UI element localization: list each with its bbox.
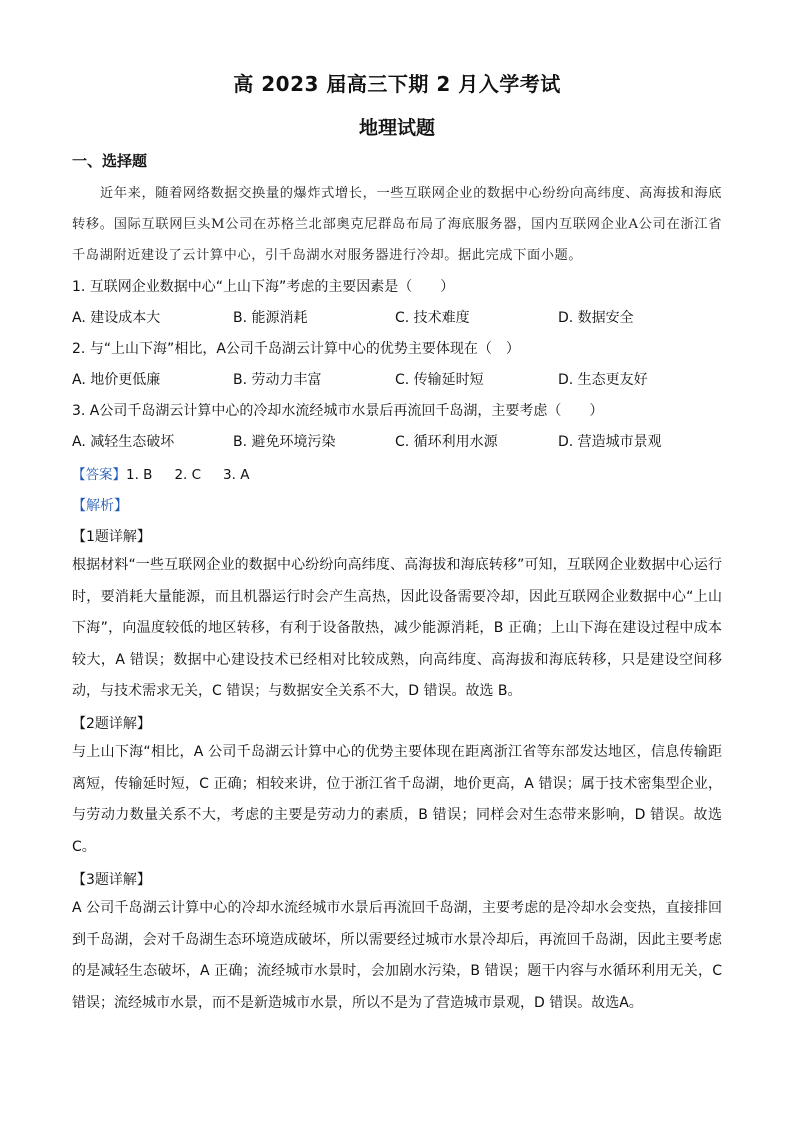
analysis-label: 【解析】 (72, 498, 128, 514)
question-1-stem: 1. 互联网企业数据中心“上山下海”考虑的主要因素是（ ） (72, 279, 455, 295)
q1-option-a: A. 建设成本大 (72, 310, 161, 326)
section-heading: 一、选择题 (72, 152, 148, 170)
q1-option-c: C. 技术难度 (395, 310, 470, 326)
q2-option-d: D. 生态更友好 (558, 372, 648, 388)
q1-option-b: B. 能源消耗 (233, 310, 308, 326)
question-2-options (72, 369, 732, 391)
q2-option-a: A. 地价更低廉 (72, 372, 161, 388)
q2-option-c: C. 传输延时短 (395, 372, 484, 388)
answer-line (72, 463, 249, 483)
question-3-options (72, 431, 732, 453)
answer-label: 【答案】 (72, 467, 126, 483)
detail-2-heading: 【2题详解】 (72, 716, 151, 732)
question-2-stem: 2. 与“上山下海”相比，A公司千岛湖云计算中心的优势主要体现在（ ） (72, 341, 520, 357)
exam-title: 高 2023 届高三下期 2 月入学考试 (233, 72, 561, 96)
q3-option-b: B. 避免环境污染 (233, 434, 336, 450)
q1-option-d: D. 数据安全 (558, 310, 634, 326)
material-paragraph: 近年来，随着网络数据交换量的爆炸式增长，一些互联网企业的数据中心纷纷向高纬度、高海拔和海底转移。国际互联网巨头M公司在苏格兰北部奥克尼群岛布局了海底服务器，国内互联网企业A公司在浙江省千岛湖附近建设了云计算中心，引千岛湖水对服务器进行冷却。据此完成下面小题。 (72, 186, 722, 263)
detail-1-heading: 【1题详解】 (72, 529, 151, 545)
question-3-stem: 3. A公司千岛湖云计算中心的冷却水流经城市水景后再流回千岛湖，主要考虑（ ） (72, 403, 604, 419)
question-1-options (72, 307, 732, 329)
answer-item: 3. A (223, 467, 250, 483)
detail-3-heading: 【3题详解】 (72, 872, 151, 888)
subject-title: 地理试题 (358, 117, 435, 139)
q2-option-b: B. 劳动力丰富 (233, 372, 322, 388)
q3-option-c: C. 循环利用水源 (395, 434, 498, 450)
detail-1-text: 根据材料“一些互联网企业的数据中心纷纷向高纬度、高海拔和海底转移”可知，互联网企业数据中心运行时，要消耗大量能源，而且机器运行时会产生高热，因此设备需要冷却，因此互联网企业数据中心“上山下海”，向温度较低的地区转移，有利于设备散热，减少能源消耗，B 正确；上山下海在建设过程中成本较大，A 错误；数据中心建设技术已经相对比较成熟，向高纬度、高海拔和海底转移，只是建设空间移动，与技术需求无关，C 错误；与数据安全关系不大，D 错误。故选 B。 (72, 557, 722, 699)
detail-2-text: 与上山下海“相比，A 公司千岛湖云计算中心的优势主要体现在距离浙江省等东部发达地区，信息传输距离短，传输延时短，C 正确；相较来讲，位于浙江省千岛湖，地价更高，A 错误；属于技术密集型企业，与劳动力数量关系不大，考虑的主要是劳动力的素质，B 错误；同样会对生态带来影响，D 错误。故选C。 (72, 744, 722, 855)
q3-option-a: A. 减轻生态破坏 (72, 434, 175, 450)
answer-item: 2. C (174, 467, 202, 483)
detail-3-text: A 公司千岛湖云计算中心的冷却水流经城市水景后再流回千岛湖，主要考虑的是冷却水会变热，直接排回到千岛湖，会对千岛湖生态环境造成破坏，所以需要经过城市水景冷却后，再流回千岛湖，因此主要考虑的是减轻生态破坏，A 正确；流经城市水景时，会加剧水污染，B 错误；题干内容与水循环利用无关，C 错误；流经城市水景，而不是新造城市水景，所以不是为了营造城市景观，D 错误。故选A。 (72, 900, 722, 1011)
answer-item: 1. B (126, 467, 153, 483)
q3-option-d: D. 营造城市景观 (558, 434, 662, 450)
